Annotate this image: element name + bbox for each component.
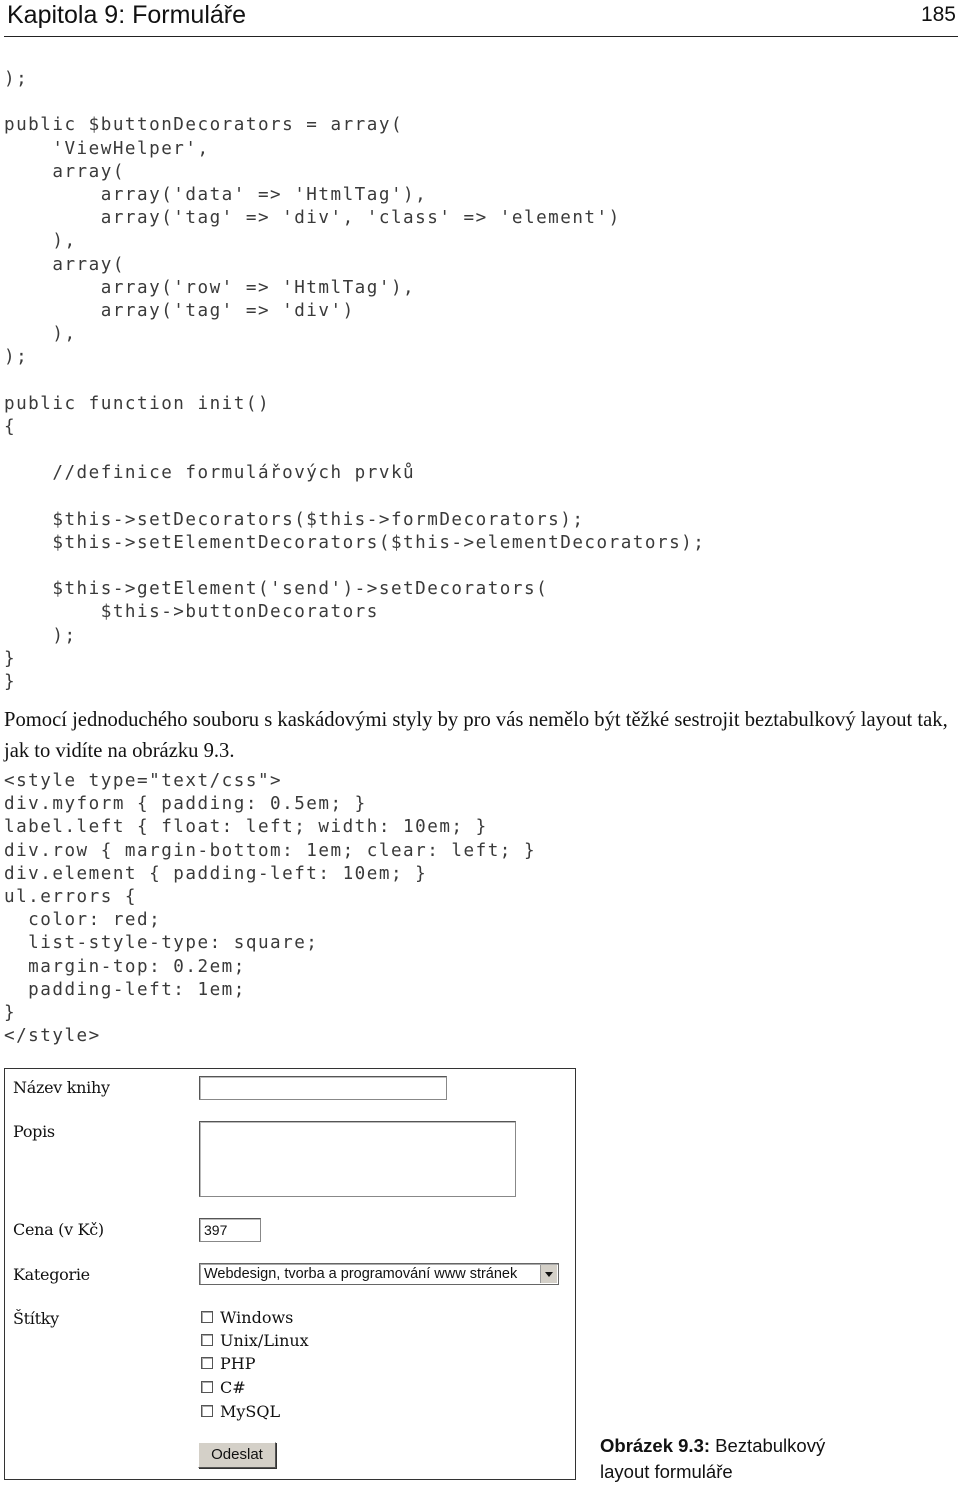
chapter-title: Kapitola 9: Formuláře xyxy=(7,1,247,29)
code-line: $this->setElementDecorators($this->elementDecorators); xyxy=(4,532,706,553)
price-input[interactable] xyxy=(199,1218,261,1242)
code-line: <style type="text/css"> xyxy=(4,771,283,791)
tag-label: PHP xyxy=(220,1354,256,1373)
title-label: Název knihy xyxy=(13,1078,110,1097)
code-line: array( xyxy=(4,161,125,182)
title-input[interactable] xyxy=(199,1076,447,1100)
code-line: ), xyxy=(4,324,77,345)
code-line xyxy=(4,369,705,392)
code-line: ); xyxy=(4,69,29,89)
code-line xyxy=(4,439,705,462)
submit-button[interactable]: Odeslat xyxy=(198,1442,276,1468)
code-line: ul.errors { xyxy=(4,886,138,907)
code-line: array('tag' => 'div', 'class' => 'element') xyxy=(4,208,621,229)
code-line xyxy=(4,555,705,578)
description-textarea[interactable] xyxy=(199,1121,516,1197)
checkbox[interactable] xyxy=(201,1311,213,1323)
code-line: public $buttonDecorators = array( xyxy=(4,115,404,136)
code-line: } xyxy=(4,672,17,692)
tag-label: Unix/Linux xyxy=(220,1331,309,1350)
code-line: public function init() xyxy=(4,393,271,414)
checkbox[interactable] xyxy=(201,1334,213,1346)
code-line: array('data' => 'HtmlTag'), xyxy=(4,184,428,205)
code-line: margin-top: 0.2em; xyxy=(4,956,246,977)
caption-text: Beztabulkový layout formuláře xyxy=(600,1435,826,1482)
css-code-block xyxy=(4,770,536,1048)
page-header xyxy=(4,0,958,37)
code-line: div.row { margin-bottom: 1em; clear: left; } xyxy=(4,840,537,861)
php-code-block xyxy=(4,68,705,671)
checkbox[interactable] xyxy=(201,1381,213,1393)
code-line: color: red; xyxy=(4,910,162,931)
tag-label: MySQL xyxy=(220,1402,281,1421)
code-line: } xyxy=(4,1002,17,1023)
tags-label: Štítky xyxy=(13,1309,59,1328)
code-line: ), xyxy=(4,231,77,252)
form-screenshot-figure xyxy=(4,1068,576,1480)
code-line xyxy=(4,485,705,508)
code-line: div.element { padding-left: 10em; } xyxy=(4,863,428,884)
code-line: array('tag' => 'div') xyxy=(4,300,355,321)
code-line: array( xyxy=(4,254,125,275)
checkbox[interactable] xyxy=(201,1357,213,1369)
figure-caption xyxy=(600,1433,860,1485)
code-line: { xyxy=(4,416,17,437)
code-line xyxy=(4,91,705,114)
code-line: $this->buttonDecorators xyxy=(4,602,379,623)
code-line: list-style-type: square; xyxy=(4,933,319,954)
code-line: //definice formulářových prvků xyxy=(4,463,416,484)
code-line: label.left { float: left; width: 10em; } xyxy=(4,817,488,838)
code-line: div.myform { padding: 0.5em; } xyxy=(4,794,367,815)
description-label: Popis xyxy=(13,1122,55,1141)
closing-brace xyxy=(4,671,16,694)
code-line: </style> xyxy=(4,1026,101,1047)
code-line: $this->setDecorators($this->formDecorators); xyxy=(4,509,585,530)
tag-label: C# xyxy=(220,1378,246,1397)
price-label: Cena (v Kč) xyxy=(13,1220,104,1239)
category-select[interactable] xyxy=(199,1263,559,1285)
code-line: $this->getElement('send')->setDecorators( xyxy=(4,579,549,600)
tag-label: Windows xyxy=(220,1308,294,1327)
caption-prefix: Obrázek 9.3: xyxy=(600,1435,711,1456)
code-line: ); xyxy=(4,347,29,368)
category-selected-value: Webdesign, tvorba a programování www stránek xyxy=(204,1266,518,1282)
checkbox[interactable] xyxy=(201,1405,213,1417)
code-line: 'ViewHelper', xyxy=(4,138,210,159)
code-line: } xyxy=(4,648,17,669)
chevron-down-icon[interactable] xyxy=(540,1265,557,1283)
page-number: 185 xyxy=(920,3,956,26)
code-line: array('row' => 'HtmlTag'), xyxy=(4,277,416,298)
category-label: Kategorie xyxy=(13,1265,90,1284)
body-paragraph: Pomocí jednoduchého souboru s kaskádovými styly by pro vás nemělo být těžké sestrojit beztabulkový layout tak, jak to vidíte na obrázku 9.3. xyxy=(4,709,948,762)
code-line: ); xyxy=(4,625,77,646)
code-line: padding-left: 1em; xyxy=(4,979,246,1000)
